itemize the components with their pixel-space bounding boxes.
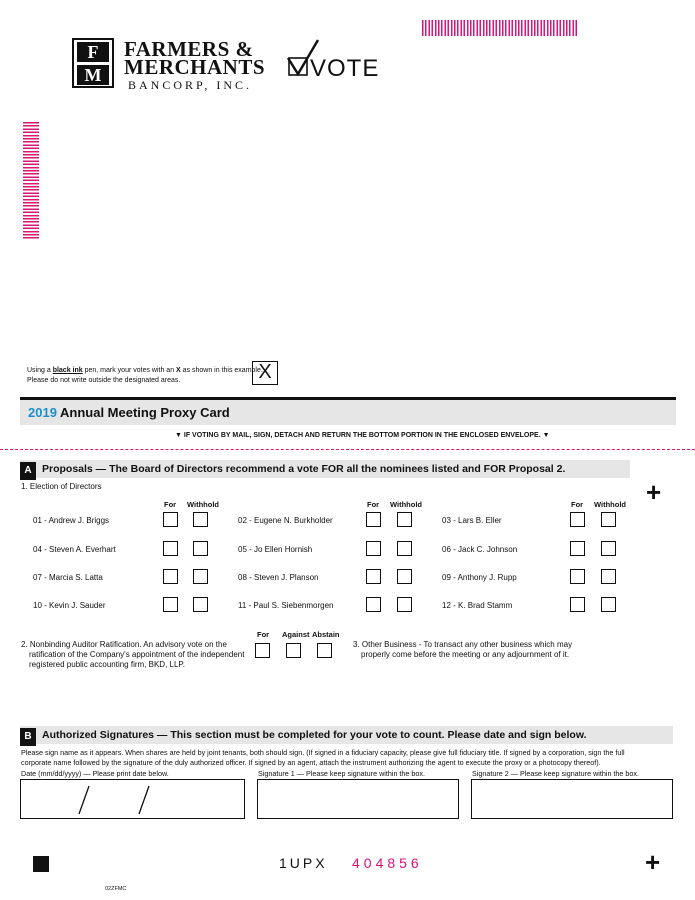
marking-instructions-line2: Please do not write outside the designated areas. — [27, 377, 181, 384]
signature1-label: Signature 1 — Please keep signature within the box. — [258, 769, 426, 778]
vote-logo-text: VOTE — [310, 55, 380, 82]
signature2-box[interactable] — [471, 779, 673, 819]
for-checkbox[interactable] — [570, 512, 585, 527]
signature-instructions-line1: Please sign name as it appears. When shares are held by joint tenants, both should sign. (If signed in a fiduciary capacity, please give full fiduciary title. If signed by a corporation, sign the full — [21, 748, 625, 757]
down-triangle-icon: ▼ — [542, 432, 550, 439]
withhold-checkbox[interactable] — [193, 597, 208, 612]
example-mark-box: X — [252, 361, 278, 385]
proposal2-text-line2: ratification of the Company's appointment of the independent — [29, 650, 245, 659]
logo-initial-m: M — [77, 65, 109, 85]
for-checkbox[interactable] — [163, 569, 178, 584]
p2-col-for: For — [257, 630, 270, 639]
for-checkbox[interactable] — [163, 597, 178, 612]
date-input-box[interactable] — [20, 779, 245, 819]
nominee-label: 02 - Eugene N. Burkholder — [238, 516, 333, 525]
withhold-checkbox[interactable] — [601, 597, 616, 612]
for-checkbox[interactable] — [163, 541, 178, 556]
company-name-line1: FARMERS & — [124, 37, 254, 61]
col-for-2: For — [367, 500, 380, 509]
nominee-label: 12 - K. Brad Stamm — [442, 601, 513, 610]
proposal3-text-line1: 3. Other Business - To transact any other business which may — [353, 640, 573, 649]
company-name-line3: BANCORP, INC. — [128, 78, 253, 92]
mail-notice: ▼ IF VOTING BY MAIL, SIGN, DETACH AND RETURN THE BOTTOM PORTION IN THE ENCLOSED ENVELOPE. ▼ — [175, 432, 550, 439]
withhold-checkbox[interactable] — [193, 541, 208, 556]
footer-number: 404856 — [352, 855, 423, 871]
withhold-checkbox[interactable] — [397, 569, 412, 584]
nominee-label: 06 - Jack C. Johnson — [442, 545, 518, 554]
company-name-line2: MERCHANTS — [124, 55, 266, 79]
barcode-vertical — [23, 122, 39, 240]
section-b-header — [20, 726, 673, 744]
withhold-checkbox[interactable] — [397, 512, 412, 527]
col-withhold-3: Withhold — [594, 500, 627, 509]
withhold-checkbox[interactable] — [193, 512, 208, 527]
p2-for-checkbox[interactable] — [255, 643, 270, 658]
withhold-checkbox[interactable] — [601, 541, 616, 556]
p2-abstain-checkbox[interactable] — [317, 643, 332, 658]
for-checkbox[interactable] — [570, 597, 585, 612]
nominee-label: 05 - Jo Ellen Hornish — [238, 545, 313, 554]
for-checkbox[interactable] — [366, 569, 381, 584]
p2-against-checkbox[interactable] — [286, 643, 301, 658]
section-a-title: Proposals — The Board of Directors recommend a vote FOR all the nominees listed and FOR Proposal 2. — [42, 463, 566, 475]
proposal2-text-line1: 2. Nonbinding Auditor Ratification. An advisory vote on the — [21, 640, 227, 649]
for-checkbox[interactable] — [570, 541, 585, 556]
registration-square — [33, 856, 49, 872]
proposal3-text-line2: properly come before the meeting or any adjournment of it. — [361, 650, 570, 659]
for-checkbox[interactable] — [570, 569, 585, 584]
card-title-bar — [20, 397, 676, 425]
for-checkbox[interactable] — [366, 541, 381, 556]
for-checkbox[interactable] — [163, 512, 178, 527]
signature2-label: Signature 2 — Please keep signature within the box. — [472, 769, 640, 778]
withhold-checkbox[interactable] — [397, 541, 412, 556]
date-slashes — [21, 780, 243, 817]
logo-initial-f: F — [77, 42, 109, 62]
col-for-3: For — [571, 500, 584, 509]
nominee-label: 08 - Steven J. Planson — [238, 573, 319, 582]
section-b-letter: B — [20, 728, 36, 746]
withhold-checkbox[interactable] — [601, 512, 616, 527]
form-code: 02ZFMC — [105, 886, 127, 892]
company-logo-mark — [72, 38, 114, 88]
nominee-label: 01 - Andrew J. Briggs — [33, 516, 110, 525]
card-year: 2019 — [28, 405, 57, 420]
col-withhold-2: Withhold — [390, 500, 423, 509]
p2-col-abstain: Abstain — [312, 630, 340, 639]
card-title: Annual Meeting Proxy Card — [60, 405, 230, 420]
for-checkbox[interactable] — [366, 512, 381, 527]
section-b-title: Authorized Signatures — This section must be completed for your vote to count. Please date and sign below. — [42, 729, 587, 741]
for-checkbox[interactable] — [366, 597, 381, 612]
nominee-label: 09 - Anthony J. Rupp — [442, 573, 517, 582]
election-label: 1. Election of Directors — [21, 482, 102, 491]
nominee-label: 11 - Paul S. Siebenmorgen — [238, 601, 334, 610]
detach-line — [0, 449, 695, 450]
date-label: Date (mm/dd/yyyy) — Please print date below. — [21, 769, 169, 778]
col-withhold-1: Withhold — [187, 500, 220, 509]
down-triangle-icon: ▼ — [175, 432, 182, 439]
footer-code: 1UPX — [279, 855, 328, 871]
col-for-1: For — [164, 500, 177, 509]
registration-plus-icon: + — [646, 477, 662, 507]
withhold-checkbox[interactable] — [397, 597, 412, 612]
marking-instructions: Using a black ink pen, mark your votes with an X as shown in this example. — [27, 367, 263, 374]
barcode-horizontal — [422, 20, 578, 36]
registration-plus-icon: + — [645, 847, 661, 877]
section-a-letter: A — [20, 462, 36, 480]
signature-instructions-line2: corporate name followed by the signature of the duly authorized officer. If signed by an agent, attach the instrument authorizing the agent to execute the proxy or a photocopy thereof). — [21, 758, 601, 767]
nominee-label: 10 - Kevin J. Sauder — [33, 601, 106, 610]
proposal2-text-line3: registered public accounting firm, BKD, LLP. — [29, 660, 185, 669]
nominee-label: 07 - Marcia S. Latta — [33, 573, 103, 582]
nominee-label: 03 - Lars B. Eller — [442, 516, 502, 525]
withhold-checkbox[interactable] — [193, 569, 208, 584]
signature1-box[interactable] — [257, 779, 459, 819]
section-a-header — [20, 460, 630, 478]
nominee-label: 04 - Steven A. Everhart — [33, 545, 116, 554]
withhold-checkbox[interactable] — [601, 569, 616, 584]
p2-col-against: Against — [282, 630, 310, 639]
